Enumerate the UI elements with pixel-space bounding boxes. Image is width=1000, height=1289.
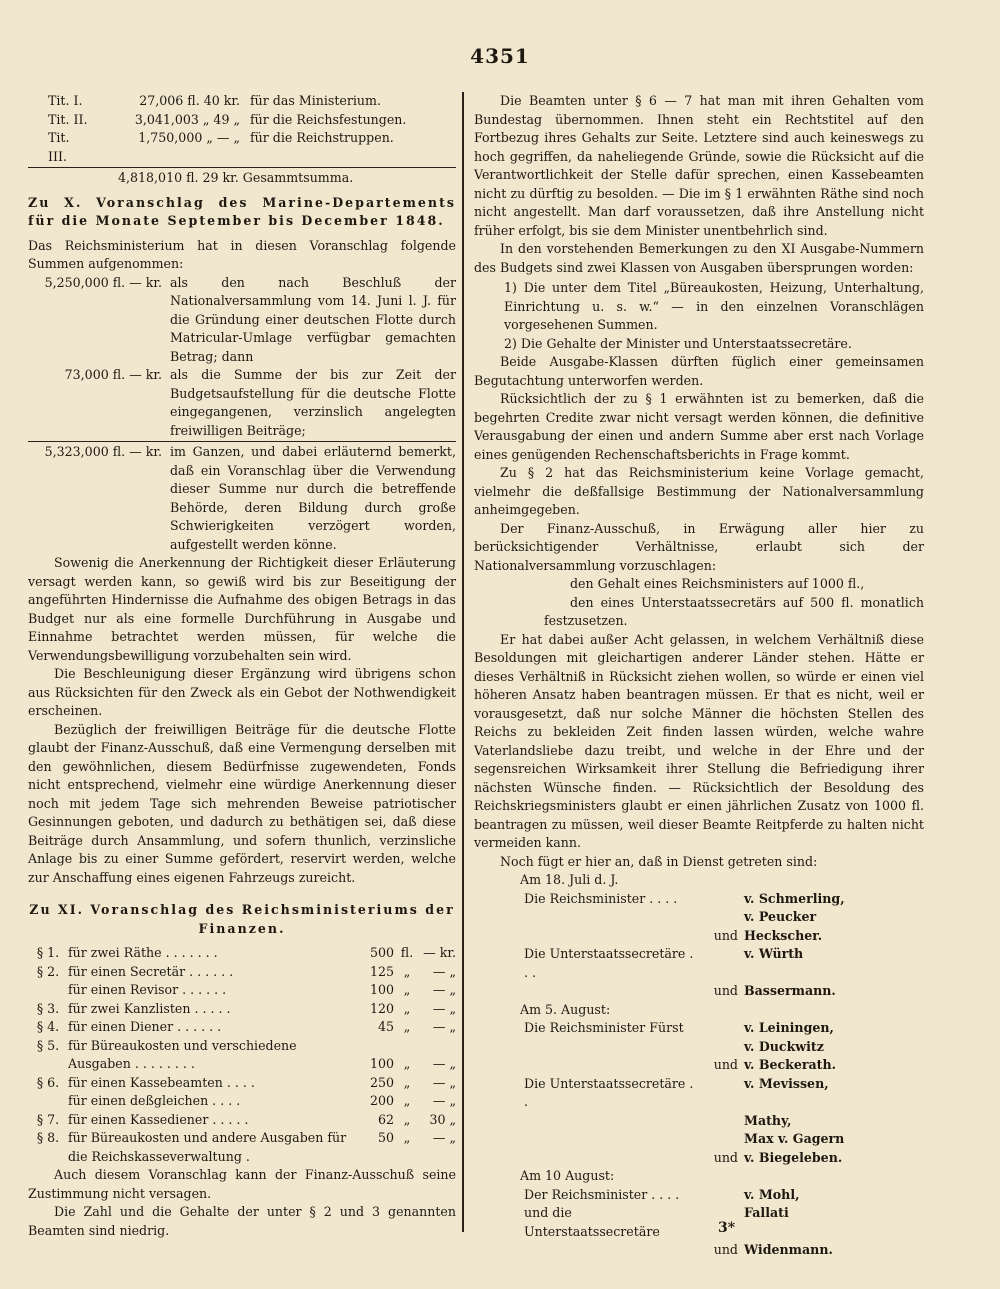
finance-section: § 2. [36,963,60,979]
finance-section: § 5. [36,1037,60,1053]
closing-paragraph: Auch diesem Voranschlag kann der Finanz-Ausschuß seine Zustimmung nicht versagen. [28,1167,456,1201]
finance-amount: 45 [377,1019,394,1034]
finance-amount: 100 [369,982,394,997]
finance-text: für einen Kassediener . . . . . [68,1111,249,1127]
spacer [484,1019,524,1038]
left-paragraph: Sowenig die Anerkennung der Richtigkeit dieser Erläuterung versagt werden kann, so gewiß wird bis zur Beseitigung der angeführten Hindernisse die Aufnahme des obigen Betrags in das Budget nur als eine formelle Durchführung in Ausgabe und Einnahme betrachtet werden müssen, für welche die Verwendungsbewilligung vorzubehalten sein wird. [28,555,456,663]
finance-amount [348,1037,394,1056]
appointment-name: v. Schmerling, [744,890,845,906]
appointment-role: Die Unterstaatssecretäre . . [524,1075,694,1109]
finance-unit-2: — „ [432,982,456,997]
appointment-role: Der Reichsminister . . . . [524,1186,680,1202]
right-paragraph: Zu § 2 hat das Reichsministerium keine Vorlage gemacht, vielmehr die deßfallsige Bestimmung der Nationalversammlung anheimgegeben. [474,465,924,517]
finance-section: § 8. [36,1130,60,1145]
spacer [484,982,524,1001]
appointment-role [524,1149,694,1168]
appointment-role: Die Reichsminister . . . . [524,890,678,906]
skipped-item: 1) Die unter dem Titel „Büreaukosten, Heizung, Unterhaltung, Einrichtung u. s. w.“ — in den einzelnen Voranschlägen vorgesehenen Summen. [504,280,924,332]
appointment-name: v. Biegeleben. [744,1149,843,1165]
finance-unit: fl. [400,945,414,960]
spacer [484,1038,524,1057]
spacer [484,1149,524,1168]
finance-unit-2: — „ [432,1056,456,1071]
appointment-date: Am 18. Juli d. J. [520,872,619,887]
appointment-conj: und [713,1149,738,1165]
right-paragraph: Der Finanz-Ausschuß, in Erwägung aller hier zu berücksichtigender Verhältnisse, erlaubt sich der Nationalversammlung vorzuschlagen: [474,520,924,573]
total-rule [28,167,456,168]
right-paragraph: Rücksichtlich der zu § 1 erwähnten ist zu bemerken, daß die begehrten Credite zwar nicht versagt werden können, die definitive Verausgabung der einen und andern Summe aber erst nach Vorlage eines genügenden Rechenschaftsberichts in Frage kommt. [474,391,924,462]
marine-row [28,274,456,367]
right-paragraph: In den vorstehenden Bemerkungen zu den XI Ausgabe-Nummern des Budgets sind zwei Klassen von Ausgaben übersprungen worden: [474,241,924,275]
finance-text: für einen Revisor . . . . . . [68,982,227,997]
appointment-conj [694,1019,744,1038]
finance-unit-2: — „ [432,1019,456,1034]
appointment-role: und die Unterstaatssecretäre [524,1205,660,1239]
finance-amount: 50 [377,1130,394,1145]
marine-row [28,366,456,440]
appointment-date: Am 5. August: [520,1001,611,1017]
right-paragraphs-2 [474,353,924,575]
marine-text: als die Summe der bis zur Zeit der Budgetsaufstellung für die deutsche Flotte eingegangenen, verzinslich angelegten freiwilligen Beiträge; [170,367,456,438]
section-x-heading: Zu X. Voranschlag des Marine-Departements für die Monate September bis December 1848. [28,194,456,228]
finance-text: für einen Kassebeamten . . . . [68,1074,255,1090]
section-x-intro: Das Reichsministerium hat in diesen Voranschlag folgende Summen aufgenommen: [28,237,456,271]
section-xi-heading: Zu XI. Voranschlag des Reichsministeriums der Finanzen. [29,902,455,936]
proposal [544,575,924,631]
finance-amount: 125 [369,963,394,979]
title-row [28,111,456,130]
title-amount: 27,006 fl. 40 kr. [139,93,240,108]
finance-section: § 6. [36,1074,60,1090]
marine-row [28,443,456,554]
finance-section: § 1. [36,945,60,960]
right-paragraphs-3 [474,631,924,872]
title-amount: 3,041,003 „ 49 „ [134,111,240,127]
appointment-role: Die Reichsminister Fürst [524,1020,684,1035]
closing-paragraph: Die Zahl und die Gehalte der unter § 2 und 3 genannten Beamten sind niedrig. [28,1204,456,1238]
finance-unit-2 [420,1037,456,1056]
finance-unit: „ [403,1074,411,1090]
spacer [484,1130,524,1149]
finance-text: für einen Secretär . . . . . . [68,963,234,979]
spacer [484,1075,524,1112]
spacer [484,1186,524,1205]
title-list [28,92,456,166]
title-row [28,129,456,166]
appointment-grid [484,890,924,1001]
appointment-name: Bassermann. [744,983,836,998]
finance-amount: 500 [369,945,394,960]
appointment-role [524,1130,694,1149]
appointment-name: v. Mohl, [744,1186,800,1202]
appointment-role [524,1038,694,1057]
appointment-role [524,1241,694,1260]
spacer [484,927,524,946]
title-row [28,92,456,111]
finance-text: für einen Diener . . . . . . [68,1019,222,1034]
closing-paragraphs [28,1166,456,1240]
appointment-name: v. Peucker [744,909,817,924]
appointment-name: Fallati [744,1205,789,1220]
appointment-conj [694,908,744,927]
finance-section [28,1055,68,1074]
appointment-name: v. Duckwitz [744,1038,824,1054]
finance-text: für zwei Kanzlisten . . . . . [68,1000,231,1016]
finance-text: für zwei Räthe . . . . . . . [68,945,218,960]
appointment-conj: und [713,927,738,943]
marine-amount: 5,250,000 fl. — kr. [44,274,162,290]
appointment-conj [694,1038,744,1057]
right-paragraphs [474,92,924,277]
skipped-item: 2) Die Gehalte der Minister und Unterstaatssecretäre. [504,335,852,351]
finance-section: § 3. [36,1000,60,1016]
spacer [484,890,524,909]
left-paragraphs [28,554,456,887]
finance-table [28,944,456,1166]
title-text: für das Ministerium. [250,93,381,108]
marine-amount: 5,323,000 fl. — kr. [44,444,162,459]
finance-unit-2: — kr. [423,945,456,960]
appointment-name: v. Mevissen, [744,1075,829,1091]
appointment-name: Mathy, [744,1112,792,1128]
appointments [474,871,924,1260]
finance-unit: „ [403,982,411,997]
spacer [484,1056,524,1075]
finance-unit-2: — „ [432,1074,456,1090]
finance-unit: „ [403,1093,411,1108]
spacer [484,1204,524,1241]
marine-text: im Ganzen, und dabei erläuternd bemerkt, daß ein Voranschlag über die Verwendung dieser Summe nur durch die betreffende Behörde, deren Bildung durch große Schwierigkeiten verzögert worden, aufgestellt werden könne. [170,444,456,552]
finance-unit: „ [403,1000,411,1016]
appointment-conj [694,890,744,909]
appointment-grid [484,1019,924,1167]
right-column [474,92,924,1260]
right-paragraph: Die Beamten unter § 6 — 7 hat man mit ihren Gehalten vom Bundestag übernommen. Ihnen steht ein Rechtstitel auf den Fortbezug ihres Gehalts zur Seite. Letztere sind auch keineswegs zu hoch gegriffen, da naheliegende Gründe, sowie die Rücksicht auf die Verantwortlichkeit der Stelle dafür sprechen, einen Kassebeamten nicht zu dürftig zu besolden. — Die im § 1 erwähnten Räthe sind noch nicht angestellt. Man darf voraussetzen, daß ihre Anstellung nicht früher erfolgt, bis sie dem Minister unentbehrlich sind. [474,93,924,238]
finance-unit-2: — „ [432,1130,456,1145]
title-text: für die Reichstruppen. [250,130,394,145]
title-label: Tit. I. [48,93,83,108]
skipped-classes [504,279,924,353]
appointment-conj [694,1186,744,1205]
appointment-role: Die Unterstaatssecretäre . . . [524,946,694,980]
left-paragraph: Bezüglich der freiwilligen Beiträge für die deutsche Flotte glaubt der Finanz-Ausschuß, daß eine Vermengung derselben mit den gewöhnlichen, diesem Bedürfnisse zugewendeten, Fonds nicht entsprechend, vielmehr eine würdige Anerkennung dieser noch mit jedem Tage sich mehrenden Beweise patriotischer Gesinnungen geboten, und dadurch zu bethätigen sei, daß diese Beiträge durch Ansammlung, und sofern thunlich, verzinsliche Anlage bis zu einer Summe gefördert, reservirt werden, welche zur Anschaffung eines eigenen Fahrzeugs zureicht. [28,721,456,885]
appointment-conj [694,1075,744,1112]
appointment-role [524,927,694,946]
appointment-conj [694,1112,744,1131]
finance-unit-2: — „ [432,1093,456,1108]
page-number: 4351 [470,44,530,68]
finance-unit: „ [403,1130,411,1145]
left-paragraph: Die Beschleunigung dieser Ergänzung wird übrigens schon aus Rücksichten für den Zweck als ein Gebot der Nothwendigkeit erscheinen. [28,666,456,718]
finance-unit: „ [403,963,411,979]
appointment-name: Heckscher. [744,927,823,943]
appointment-grid [484,1186,924,1260]
appointment-name: Widenmann. [744,1242,833,1257]
appointment-conj: und [713,1242,738,1257]
proposal-line: den Gehalt eines Reichsministers auf 1000 fl., [570,576,865,591]
finance-unit: „ [403,1056,411,1071]
finance-text: für Büreaukosten und andere Ausgaben für die Reichskasseverwaltung . [68,1130,347,1164]
finance-amount: 200 [369,1093,394,1108]
finance-amount: 250 [369,1074,394,1090]
appointment-name: v. Beckerath. [744,1057,837,1072]
title-text: für die Reichsfestungen. [250,111,407,127]
appointment-conj [694,1130,744,1149]
appointment-conj: und [713,1057,738,1072]
column-divider [462,92,464,1232]
finance-unit-2: — „ [432,1000,456,1016]
spacer [484,1112,524,1131]
finance-unit [394,1037,420,1056]
finance-unit-2: 30 „ [429,1111,456,1127]
right-paragraph: Er hat dabei außer Acht gelassen, in welchem Verhältniß diese Besoldungen mit gleichartigen anderer Länder stehen. Hätte er dieses Verhältniß in Rücksicht ziehen wollen, so würde er einen viel höheren Ansatz haben beantragen müssen. Er that es nicht, weil er vorausgesetzt, daß nur solche Männer die höchsten Stellen des Reichs zu bekleiden Zeit finden lassen würden, welche wahre Vaterlandsliebe dazu treibt, und welche in der Ehre und der segensreichen Wirksamkeit ihrer Stellung die Befriedigung ihrer nächsten Wünsche finden. — Rücksichtlich der Besoldung des Reichskriegsministers glaubt er einen jährlichen Zusatz von 1000 fl. beantragen zu müssen, weil dieser Beamte Reitpferde zu halten nicht vermeiden kann. [474,631,924,850]
proposal-line: den eines Unterstaatssecretärs auf 500 fl. monatlich festzusetzen. [544,594,924,628]
finance-text: Ausgaben . . . . . . . . [68,1056,195,1071]
title-label: Tit. III. [48,130,70,164]
finance-section: § 7. [36,1111,60,1127]
finance-text: für einen deßgleichen . . . . [68,1093,241,1108]
finance-section [28,981,68,1000]
finance-unit-2: — „ [432,963,456,979]
appointment-role [524,1112,694,1131]
finance-section [28,1092,68,1111]
right-paragraph: Noch fügt er hier an, daß in Dienst getreten sind: [500,853,818,869]
title-label: Tit. II. [48,111,88,127]
appointment-date: Am 10 August: [520,1168,615,1183]
finance-unit: „ [403,1019,411,1034]
appointment-name: v. Würth [744,946,804,961]
marine-items [28,274,456,555]
marine-text: als den nach Beschluß der Nationalversammlung vom 14. Juni l. J. für die Gründung einer deutschen Flotte durch Matricular-Umlage verfügbar gemachten Betrag; dann [170,274,456,364]
appointment-conj: und [713,983,738,998]
appointment-role [524,1056,694,1075]
signature-mark: 3* [718,1220,736,1236]
marine-sum-rule [28,441,456,442]
total-line: 4,818,010 fl. 29 kr. Gesammtsumma. [118,170,354,185]
spacer [484,1241,524,1260]
right-paragraph: Beide Ausgabe-Klassen dürften füglich einer gemeinsamen Begutachtung unterworfen werden. [474,354,924,388]
finance-amount: 120 [369,1000,394,1016]
spacer [484,908,524,927]
appointment-name: Max v. Gagern [744,1131,845,1146]
spacer [484,945,524,982]
appointment-conj [694,945,744,982]
finance-amount: 62 [377,1111,394,1127]
appointment-name: v. Leiningen, [744,1020,834,1035]
title-amount: 1,750,000 „ — „ [138,130,240,145]
finance-section: § 4. [36,1019,60,1034]
finance-text: für Büreaukosten und verschiedene [68,1037,297,1053]
finance-amount: 100 [369,1056,394,1071]
marine-amount: 73,000 fl. — kr. [64,367,162,382]
finance-unit: „ [403,1111,411,1127]
left-column [28,92,456,1240]
appointment-role [524,908,694,927]
appointment-role [524,982,694,1001]
